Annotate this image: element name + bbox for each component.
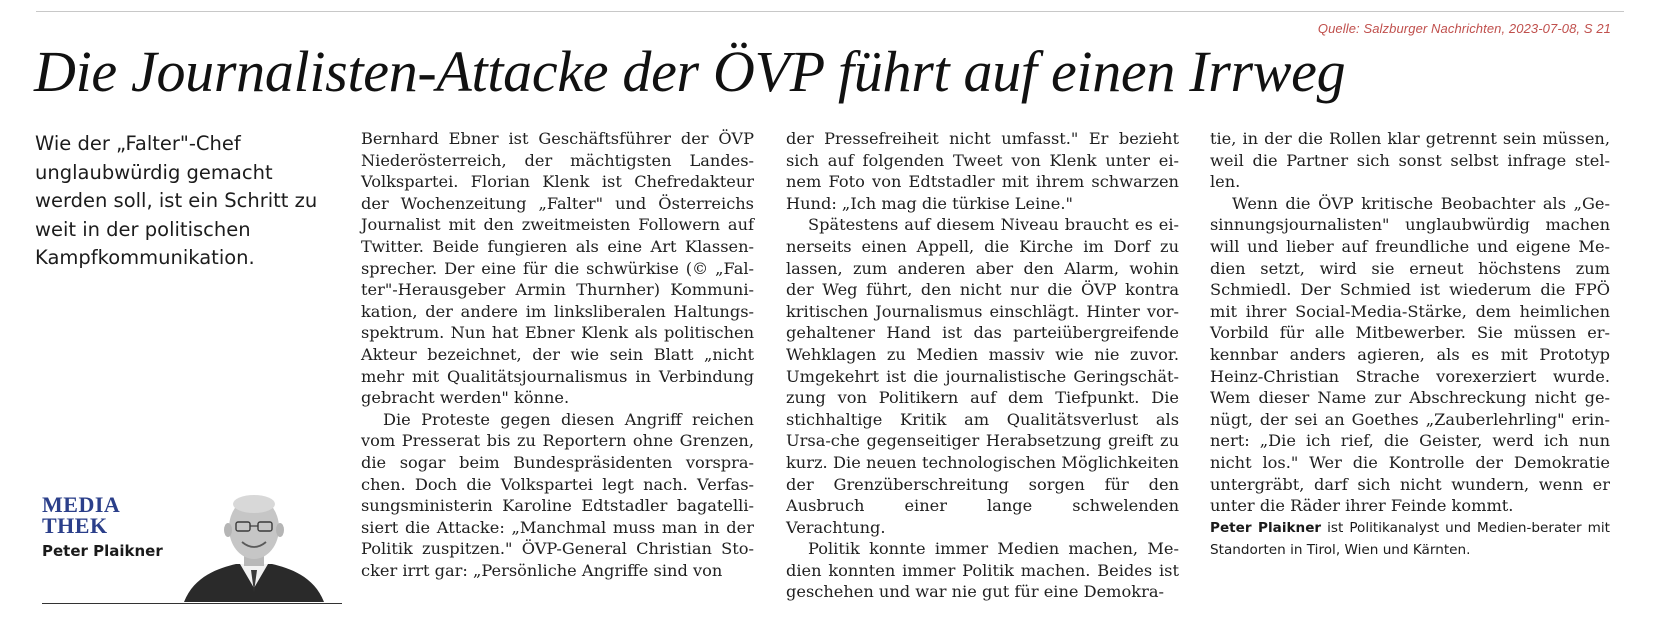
body-column-1: [361, 128, 754, 581]
headline: Die Journalisten-Attacke der ÖVP führt auf einen Irrweg: [34, 39, 1346, 104]
paragraph: Spätestens auf diesem Niveau braucht es ei-nerseits einen Appell, die Kirche im Dorf zu lassen, zum anderen aber den Alarm, wohin der Weg führt, den nicht nur die ÖVP kontra kritischen Journalismus einschlägt. Hinter vor-gehaltener Hand ist das parteiübergreifende Wehklagen zu Medien massiv wie nie zuvor. Umgekehrt ist die journalistische Geringschät-zung von Politikern auf dem Tiefpunkt. Die stichhaltige Kritik am Qualitätsverlust als Ursa-che gegenseitiger Herabsetzung greift zu kurz. Die neuen technologischen Möglichkeiten der Grenzüberschreitung sorgen für den Ausbruch einer lange schwelenden Verachtung.: [786, 215, 1179, 537]
author-portrait-icon: [174, 492, 334, 602]
body-column-3: [1210, 128, 1610, 561]
author-bio: [1210, 517, 1610, 561]
source-line: Quelle: Salzburger Nachrichten, 2023-07-08, S 21: [1317, 21, 1611, 36]
paragraph: tie, in der die Rollen klar getrennt sein müssen, weil die Partner sich sonst selbst infrage stel-len.: [1210, 129, 1610, 192]
column-label-line1: MEDIA: [42, 492, 121, 517]
top-rule: [36, 11, 1624, 12]
column-label-block: [42, 494, 163, 560]
column-label-line2: THEK: [42, 513, 108, 538]
teaser: Wie der „Falter"-Chef unglaubwürdig gemacht werden soll, ist ein Schritt zu weit in der politischen Kampfkommunikation.: [35, 132, 318, 269]
portrait-rule: [42, 603, 342, 604]
paragraph: Die Proteste gegen diesen Angriff reichen vom Presserat bis zu Reportern ohne Grenzen, die sogar beim Bundespräsidenten vorspra-chen. Doch die Volkspartei legt nach. Verfas-sungsministerin Karoline Edtstadler bagatelli-siert die Attacke: „Manchmal muss man in der Politik zuspitzen." ÖVP-General Christian Sto-cker irrt gar: „Persönliche Angriffe sind von: [361, 409, 754, 580]
paragraph: der Pressefreiheit nicht umfasst." Er bezieht sich auf folgenden Tweet von Klenk unter ei-nem Foto von Edtstadler mit ihrem schwarzen Hund: „Ich mag die türkise Leine.": [786, 129, 1179, 213]
paragraph: Politik konnte immer Medien machen, Me-dien konnten immer Politik machen. Beides ist geschehen und war nie gut für eine Demokra-: [786, 539, 1179, 602]
bio-author-name: Peter Plaikner: [1210, 519, 1322, 536]
body-column-2: [786, 128, 1179, 603]
paragraph: Bernhard Ebner ist Geschäftsführer der ÖVP Niederösterreich, der mächtigsten Landes-Volkspartei. Florian Klenk ist Chefredakteur der Wochenzeitung „Falter" und Österreichs Journalist mit den zweitmeisten Followern auf Twitter. Beide fungieren als eine Art Klassen-sprecher. Der eine für die schwürkise (© „Fal-ter"-Herausgeber Armin Thurnher) Kommuni-kation, der andere im linksliberalen Haltungs-spektrum. Nun hat Ebner Klenk als politischen Akteur bezeichnet, der wie sein Blatt „nicht mehr mit Qualitätsjournalismus in Verbindung gebracht werden" könne.: [361, 129, 754, 408]
author-name: Peter Plaikner: [42, 542, 163, 560]
paragraph: Wenn die ÖVP kritische Beobachter als „Ge-sinnungsjournalisten" unglaubwürdig machen will und lieber auf freundliche und eigene Me-dien setzt, wird sie erneut höchstens zum Schmiedl. Der Schmied ist wiederum die FPÖ mit ihrer Social-Media-Stärke, dem heimlichen Vorbild für alle Mitbewerber. Sie müssen er-kennbar anders agieren, als es mit Prototyp Heinz-Christian Strache vorexerziert wurde. Wem dieser Name zur Abschreckung nicht ge-nügt, der sei an Goethes „Zauberlehrling" erin-nert: „Die ich rief, die Geister, werd ich nun nicht los." Wer die Kontrolle der Demokratie untergräbt, darf sich nicht wundern, wenn er unter die Räder ihrer Feinde kommt.: [1210, 193, 1610, 516]
bio-text: ist Politikanalyst und Medien-berater mit Standorten in Tirol, Wien und Kärnten.: [1210, 519, 1610, 558]
